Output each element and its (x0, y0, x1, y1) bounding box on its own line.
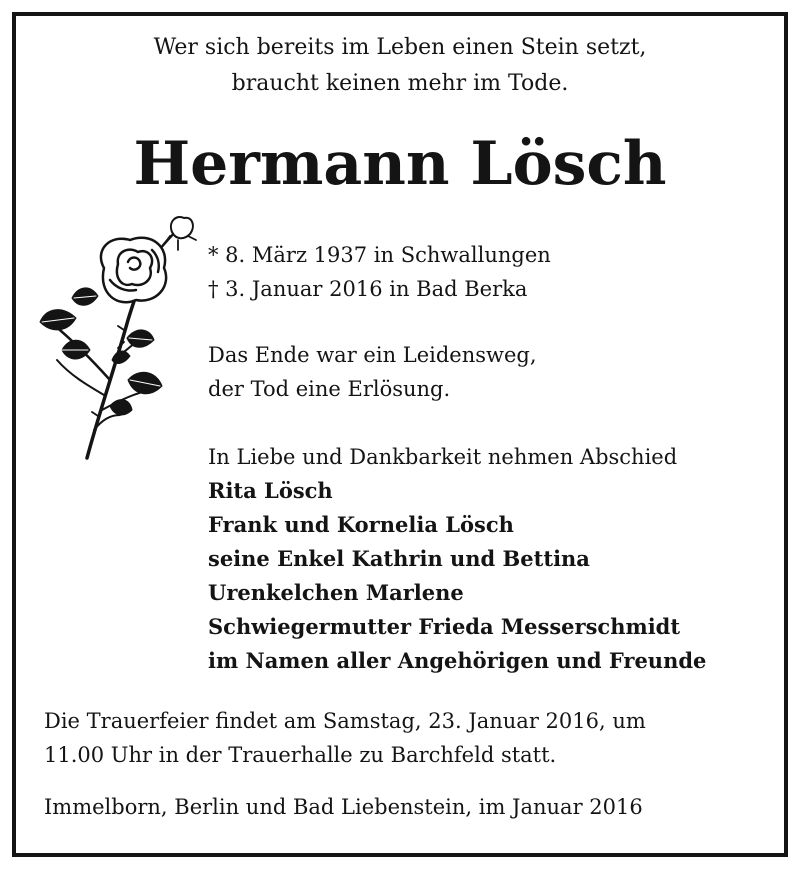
death-line: † 3. Januar 2016 in Bad Berka (208, 277, 528, 301)
birth-line: * 8. März 1937 in Schwallungen (208, 243, 551, 267)
mourner-name: seine Enkel Kathrin und Bettina (208, 546, 590, 571)
mourners-intro: In Liebe und Dankbarkeit nehmen Abschied (208, 445, 678, 469)
mourners-block (208, 440, 706, 678)
service-line-2: 11.00 Uhr in der Trauerhalle zu Barchfeld statt. (44, 743, 557, 767)
mourner-name: Rita Lösch (208, 478, 333, 503)
opening-quote (0, 30, 800, 102)
mourner-name: Urenkelchen Marlene (208, 580, 464, 605)
mourner-name: Frank und Kornelia Lösch (208, 512, 514, 537)
rose-icon (32, 210, 202, 460)
farewell-saying (208, 338, 537, 406)
life-dates (208, 238, 551, 306)
saying-line-2: der Tod eine Erlösung. (208, 377, 451, 401)
places-and-date: Immelborn, Berlin und Bad Liebenstein, im Januar 2016 (44, 795, 643, 819)
mourner-name: im Namen aller Angehörigen und Freunde (208, 648, 707, 673)
quote-line-2: braucht keinen mehr im Tode. (231, 71, 569, 96)
service-line-1: Die Trauerfeier findet am Samstag, 23. Januar 2016, um (44, 709, 646, 733)
saying-line-1: Das Ende war ein Leidensweg, (208, 343, 537, 367)
funeral-service-info (44, 704, 646, 772)
deceased-name: Hermann Lösch (133, 129, 667, 199)
mourner-name: Schwiegermutter Frieda Messerschmidt (208, 614, 681, 639)
quote-line-1: Wer sich bereits im Leben einen Stein setzt, (153, 35, 647, 60)
